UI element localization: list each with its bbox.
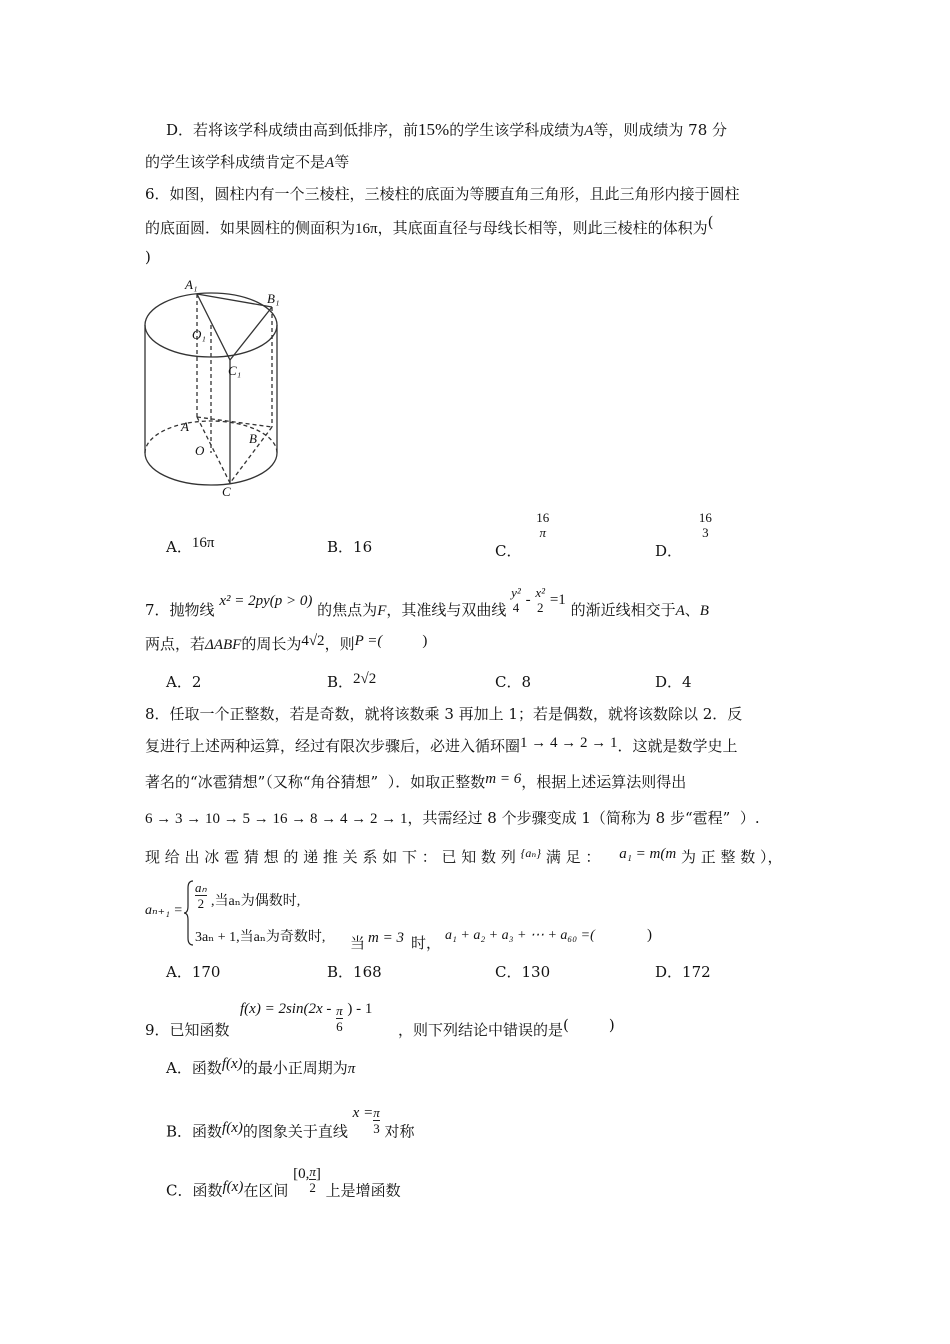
q6-option-d[interactable]: D． 16 3 — [655, 510, 712, 560]
q7-option-d[interactable]: D．4 — [655, 673, 692, 691]
label-C: C — [222, 484, 231, 499]
cylinder-prism-figure — [135, 275, 305, 505]
q9-option-b[interactable]: B．函数f(x)的图象关于直线 x = $\frac{\pi}{3}$ 对称 — [166, 1104, 415, 1141]
q8-option-d[interactable]: D．172 — [655, 963, 711, 981]
q8-option-c[interactable]: C．130 — [495, 963, 551, 981]
q8-recurrence: aₙ₊₁ = $\frac{\text{aₙ}}{2}$ ,当aₙ为偶数时, 3aₙ + 1,当aₙ为奇数时, 当 m = 3 时， a₁ + a₂ + a₃ + ⋯ + a₆₀ =( ) — [145, 880, 652, 952]
edge-A1B1 — [197, 294, 272, 307]
edge-AB — [197, 417, 272, 427]
q8-option-b[interactable]: B．168 — [327, 963, 382, 981]
q6-option-a[interactable]: A．16π — [166, 535, 215, 556]
q5-option-d-line2: 的学生该学科成绩肯定不是A等 — [145, 153, 350, 171]
q8-stem-line5: 现 给 出 冰 雹 猜 想 的 递 推 关 系 如 下 ： 已 知 数 列 $^{\{a_n\}}$ 满 足 ： a₁ = m(m 为 正 整 数 ）， — [145, 846, 783, 866]
q8-stem-line4: 6 → 3 → 10 → 5 → 16 → 8 → 4 → 2 → 1，共需经过 8 个步骤变成 1（简称为 8 步“雹程” ）. — [145, 809, 760, 827]
q9-stem-end: ，则下列结论中错误的是( ) — [398, 1016, 615, 1039]
q6-option-b[interactable]: B．16 — [327, 538, 373, 556]
q7-option-a[interactable]: A．2 — [166, 673, 202, 691]
q8-option-a[interactable]: A．170 — [166, 963, 221, 981]
label-A: A — [181, 419, 189, 434]
label-C1: C₁ — [228, 363, 242, 378]
bottom-circle-front — [145, 453, 277, 485]
label-A1: A₁ — [185, 277, 198, 292]
q7-stem-line2: 两点，若ΔABF的周长为4√2，则P =( ) — [145, 633, 428, 653]
label-O: O — [195, 443, 205, 458]
q8-stem-line3: 著名的“冰雹猜想”（又称“角谷猜想” ）．如取正整数m = 6，根据上述运算法则得出 — [145, 771, 687, 791]
label-B: B — [249, 431, 257, 446]
q6-option-c[interactable]: C． 16 π — [495, 510, 550, 560]
q7-stem-line1: 7．抛物线 x² = 2py(p > 0) 的焦点为F，其准线与双曲线 y² 4 - x² 2 =1 的渐近线相交于A、B — [145, 585, 709, 619]
q6-stem-line2: 的底面圆．如果圆柱的侧面积为16π，其底面直径与母线长相等，则此三棱柱的体积为( — [145, 213, 714, 237]
q8-stem-line1: 8．任取一个正整数，若是奇数，就将该数乘 3 再加上 1；若是偶数，就将该数除以 2．反 — [145, 705, 743, 723]
q7-option-b[interactable]: B．2√2 — [327, 671, 377, 691]
left-brace-icon — [183, 880, 195, 946]
q9-stem: 9．已知函数 — [145, 1021, 230, 1039]
q5-option-d-line1: D．若将该学科成绩由高到低排序，前15%的学生该学科成绩为A等，则成绩为 78 分 — [166, 120, 728, 139]
label-O1: O₁ — [192, 327, 206, 342]
q6-stem-line3: ) — [145, 248, 151, 266]
label-B1: B₁ — [267, 291, 280, 306]
q9-function: f(x) = 2sin(2x - $\frac{\pi}{6}$ ) - 1 — [240, 1000, 373, 1034]
q8-stem-line2: 复进行上述两种运算，经过有限次步骤后，必进入循环圈1 → 4 → 2 → 1．这就是数学史上 — [145, 735, 738, 755]
q9-option-a[interactable]: A．函数f(x)的最小正周期为π — [166, 1056, 356, 1077]
q9-option-c[interactable]: C．函数f(x)在区间 [0, $\frac{\pi}{2}$ ] 上是增函数 — [166, 1164, 401, 1200]
q6-stem-line1: 6．如图，圆柱内有一个三棱柱，三棱柱的底面为等腰直角三角形，且此三角形内接于圆柱 — [145, 185, 740, 203]
q7-option-c[interactable]: C．8 — [495, 673, 532, 691]
edge-B1C1 — [230, 307, 272, 360]
